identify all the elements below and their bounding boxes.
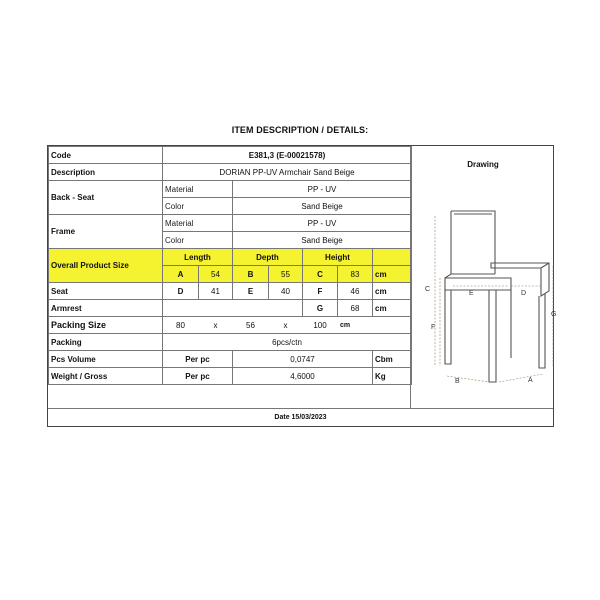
date-footer: Date 15/03/2023 (48, 408, 553, 427)
spec-sheet (47, 145, 557, 427)
dim-c-value: 83 (338, 266, 373, 283)
overall-size-label: Overall Product Size (49, 249, 163, 283)
overall-unit: cm (373, 266, 412, 283)
dim-c-letter: C (303, 266, 338, 283)
dim-g-letter: G (303, 300, 338, 317)
packing-label: Packing (49, 334, 163, 351)
packing-height: 100 (303, 317, 338, 334)
armrest-blank (163, 300, 303, 317)
description-row (49, 164, 412, 181)
chair-legs (445, 290, 545, 382)
weight-per: Per pc (163, 368, 233, 385)
weight-value: 4,6000 (233, 368, 373, 385)
packing-unit: cm (338, 317, 373, 334)
pcs-volume-value: 0,0747 (233, 351, 373, 368)
label-d: D (521, 290, 527, 297)
code-row (49, 147, 412, 164)
dim-f-value: 46 (338, 283, 373, 300)
overall-header-row (49, 249, 412, 266)
frame-material-value: PP - UV (233, 215, 412, 232)
packing-x2: x (269, 317, 303, 334)
chair-armrest (491, 263, 549, 296)
back-seat-material-row (49, 181, 412, 198)
dim-b-value: 55 (269, 266, 303, 283)
chair-backrest (451, 211, 495, 274)
height-header: Height (303, 249, 373, 266)
label-g: G (551, 311, 557, 318)
seat-label: Seat (49, 283, 163, 300)
label-a: A (528, 377, 533, 384)
weight-row (49, 368, 412, 385)
spec-table (48, 146, 412, 385)
label-f: F (431, 324, 436, 331)
pcs-volume-per: Per pc (163, 351, 233, 368)
description-label: Description (49, 164, 163, 181)
armrest-unit: cm (373, 300, 412, 317)
frame-material-row (49, 215, 412, 232)
code-value: E381,3 (E-00021578) (163, 147, 412, 164)
packing-width: 56 (233, 317, 269, 334)
code-label: Code (49, 147, 163, 164)
armchair-drawing (411, 146, 555, 408)
dim-b-letter: B (233, 266, 269, 283)
label-c: C (425, 286, 431, 293)
dim-a-value: 54 (199, 266, 233, 283)
pcs-volume-label: Pcs Volume (49, 351, 163, 368)
weight-unit: Kg (373, 368, 412, 385)
back-seat-color-value: Sand Beige (233, 198, 412, 215)
seat-row (49, 283, 412, 300)
depth-header: Depth (233, 249, 303, 266)
label-e: E (469, 290, 474, 297)
chair-seat (445, 274, 511, 290)
packing-row (49, 334, 412, 351)
drawing-panel (410, 146, 557, 408)
page-heading: ITEM DESCRIPTION / DETAILS: (231, 125, 369, 135)
pcs-volume-row (49, 351, 412, 368)
back-seat-color-label: Color (163, 198, 233, 215)
dim-d-value: 41 (199, 283, 233, 300)
frame-color-label: Color (163, 232, 233, 249)
weight-label: Weight / Gross (49, 368, 163, 385)
packing-size-label: Packing Size (49, 317, 163, 334)
frame-material-label: Material (163, 215, 233, 232)
back-seat-material-label: Material (163, 181, 233, 198)
frame-label: Frame (49, 215, 163, 249)
dim-g-value: 68 (338, 300, 373, 317)
seat-unit: cm (373, 283, 412, 300)
packing-length: 80 (163, 317, 199, 334)
length-header: Length (163, 249, 233, 266)
back-seat-material-value: PP - UV (233, 181, 412, 198)
packing-value: 6pcs/ctn (163, 334, 412, 351)
dim-a-letter: A (163, 266, 199, 283)
description-value: DORIAN PP-UV Armchair Sand Beige (163, 164, 412, 181)
packing-size-blank (373, 317, 412, 334)
pcs-volume-unit: Cbm (373, 351, 412, 368)
dim-f-letter: F (303, 283, 338, 300)
drawing-title: Drawing (467, 160, 499, 169)
armrest-row (49, 300, 412, 317)
frame-color-value: Sand Beige (233, 232, 412, 249)
armrest-label: Armrest (49, 300, 163, 317)
dim-d-letter: D (163, 283, 199, 300)
packing-x1: x (199, 317, 233, 334)
label-b: B (455, 378, 460, 385)
back-seat-label: Back - Seat (49, 181, 163, 215)
dim-e-letter: E (233, 283, 269, 300)
packing-size-row (49, 317, 412, 334)
dim-e-value: 40 (269, 283, 303, 300)
overall-header-blank (373, 249, 412, 266)
dim-line-b (447, 376, 489, 382)
dim-line-a (499, 374, 543, 382)
